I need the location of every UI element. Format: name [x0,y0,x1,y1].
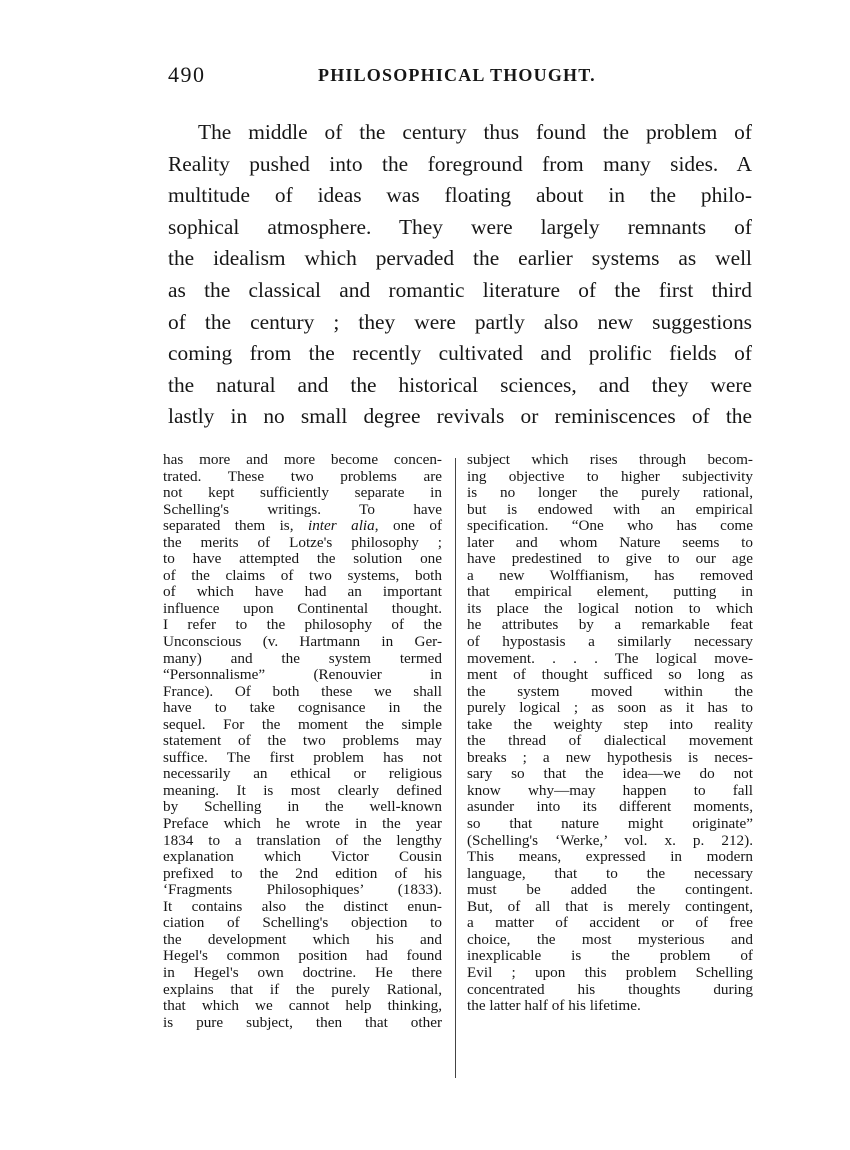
footnote-line: not kept sufficiently separate in [163,484,442,502]
footnote-line: is no longer the purely rational, [467,484,753,502]
footnote-line: by Schelling in the well-known [163,798,442,816]
footnote-line: I refer to the philosophy of the [163,616,442,634]
footnote-line: specification. “One who has come [467,517,753,535]
footnote-line: influence upon Continental thought. [163,599,442,617]
footnote-line: to have attempted the solution one [163,550,442,568]
main-paragraph [168,117,752,433]
footnote-line: the merits of Lotze's philosophy ; [163,533,442,551]
footnote-line: inexplicable is the problem of [467,947,753,965]
footnote-line: necessarily an ethical or religious [163,765,442,783]
text-line: coming from the recently cultivated and prolific fields of [168,341,752,366]
footnote-line: breaks ; a new hypothesis is neces- [467,748,753,766]
footnote-line: separated them is, inter alia, one of [163,517,442,535]
footnote-line: subject which rises through becom- [467,451,753,468]
page-number: 490 [168,62,206,87]
footnote-line: a new Wolffianism, has removed [467,566,753,584]
footnote-line: sequel. For the moment the simple [163,715,442,733]
footnote-line: suffice. The first problem has not [163,748,442,766]
footnote-line: 1834 to a translation of the lengthy [163,831,442,849]
footnote-line: France). Of both these we shall [163,682,442,700]
footnote-line: has more and more become concen- [163,451,442,468]
footnote-line: of the claims of two systems, both [163,566,442,584]
running-title: PHILOSOPHICAL THOUGHT. [318,65,596,85]
footnote-line: concentrated his thoughts during [467,980,753,998]
footnote-line: But, of all that is merely contingent, [467,897,753,915]
footnote-line: must be added the contingent. [467,881,753,899]
footnote-line: ‘Fragments Philosophiques’ (1833). [163,881,442,899]
running-head [168,62,752,90]
footnote-line: ciation of Schelling's objection to [163,914,442,932]
footnote-line: choice, the most mysterious and [467,930,753,948]
footnote-line: asunder into its different moments, [467,798,753,816]
footnote-line: know why—may happen to fall [467,781,753,799]
footnote-line: have to take cognisance in the [163,699,442,717]
footnote-line: the thread of dialectical movement [467,732,753,750]
footnote-line: explains that if the purely Rational, [163,980,442,998]
footnote-line: explanation which Victor Cousin [163,848,442,866]
footnote-line: the development which his and [163,930,442,948]
footnote-line: Preface which he wrote in the year [163,815,442,833]
footnote-line: ing objective to higher subjectivity [467,467,753,485]
footnote-line: is pure subject, then that other [163,1013,442,1031]
footnote-line: a matter of accident or of free [467,914,753,932]
italic-phrase: inter alia [307,517,375,535]
footnote-line: Hegel's common position had found [163,947,442,965]
footnote-line: meaning. It is most clearly defined [163,781,442,799]
text-line: lastly in no small degree revivals or reminiscences of the [168,404,752,429]
footnote-line: in Hegel's own doctrine. He there [163,963,442,981]
footnote-column-left [163,452,442,1031]
text-line: the idealism which pervaded the earlier systems as well [168,246,752,271]
footnote-line: prefixed to the 2nd edition of his [163,864,442,882]
footnote-line: that which we cannot help thinking, [163,997,442,1015]
footnote-line: This means, expressed in modern [467,848,753,866]
footnote-line: Unconscious (v. Hartmann in Ger- [163,633,442,651]
footnote-line: but is endowed with an empirical [467,500,753,518]
footnote-line: later and whom Nature seems to [467,533,753,551]
footnote-line: the system moved within the [467,682,753,700]
footnote-line: Evil ; upon this problem Schelling [467,963,753,981]
text-line: The middle of the century thus found the problem of [198,120,752,144]
footnote-line: It contains also the distinct enun- [163,897,442,915]
text-line: as the classical and romantic literature of the first third [168,277,752,302]
text-line: multitude of ideas was floating about in the philo- [168,183,752,208]
column-divider [455,458,456,1078]
footnote-line: sary so that the idea—we do not [467,765,753,783]
footnote-line: statement of the two problems may [163,732,442,750]
footnote-line: trated. These two problems are [163,467,442,485]
footnote-line: have predestined to give to our age [467,550,753,568]
text-line: sophical atmosphere. They were largely remnants of [168,214,752,239]
footnote-line: Schelling's writings. To have [163,500,442,518]
footnote-line: ment of thought sufficed so long as [467,666,753,684]
footnote-line: language, that to the necessary [467,864,753,882]
footnote-line: many) and the system termed [163,649,442,667]
footnote-line: take the weighty step into reality [467,715,753,733]
footnote-column-right [467,452,753,1015]
footnote-line: that empirical element, putting in [467,583,753,601]
footnote-line: “Personnalisme” (Renouvier in [163,666,442,684]
text-line: the natural and the historical sciences, and they were [168,372,752,397]
footnote-line: the latter half of his lifetime. [467,997,641,1015]
footnote-line: movement. . . . The logical move- [467,649,753,667]
footnote-line: he attributes by a remarkable feat [467,616,753,634]
footnotes [163,452,757,1082]
footnote-line: of hypostasis a similarly necessary [467,633,753,651]
footnote-line: purely logical ; as soon as it has to [467,699,753,717]
text-line: Reality pushed into the foreground from many sides. A [168,151,752,176]
footnote-line: its place the logical notion to which [467,599,753,617]
text-line: of the century ; they were partly also new suggestions [168,309,752,334]
footnote-line: so that nature might originate” [467,815,753,833]
footnote-line: (Schelling's ‘Werke,’ vol. x. p. 212). [467,831,753,849]
footnote-line: of which have had an important [163,583,442,601]
